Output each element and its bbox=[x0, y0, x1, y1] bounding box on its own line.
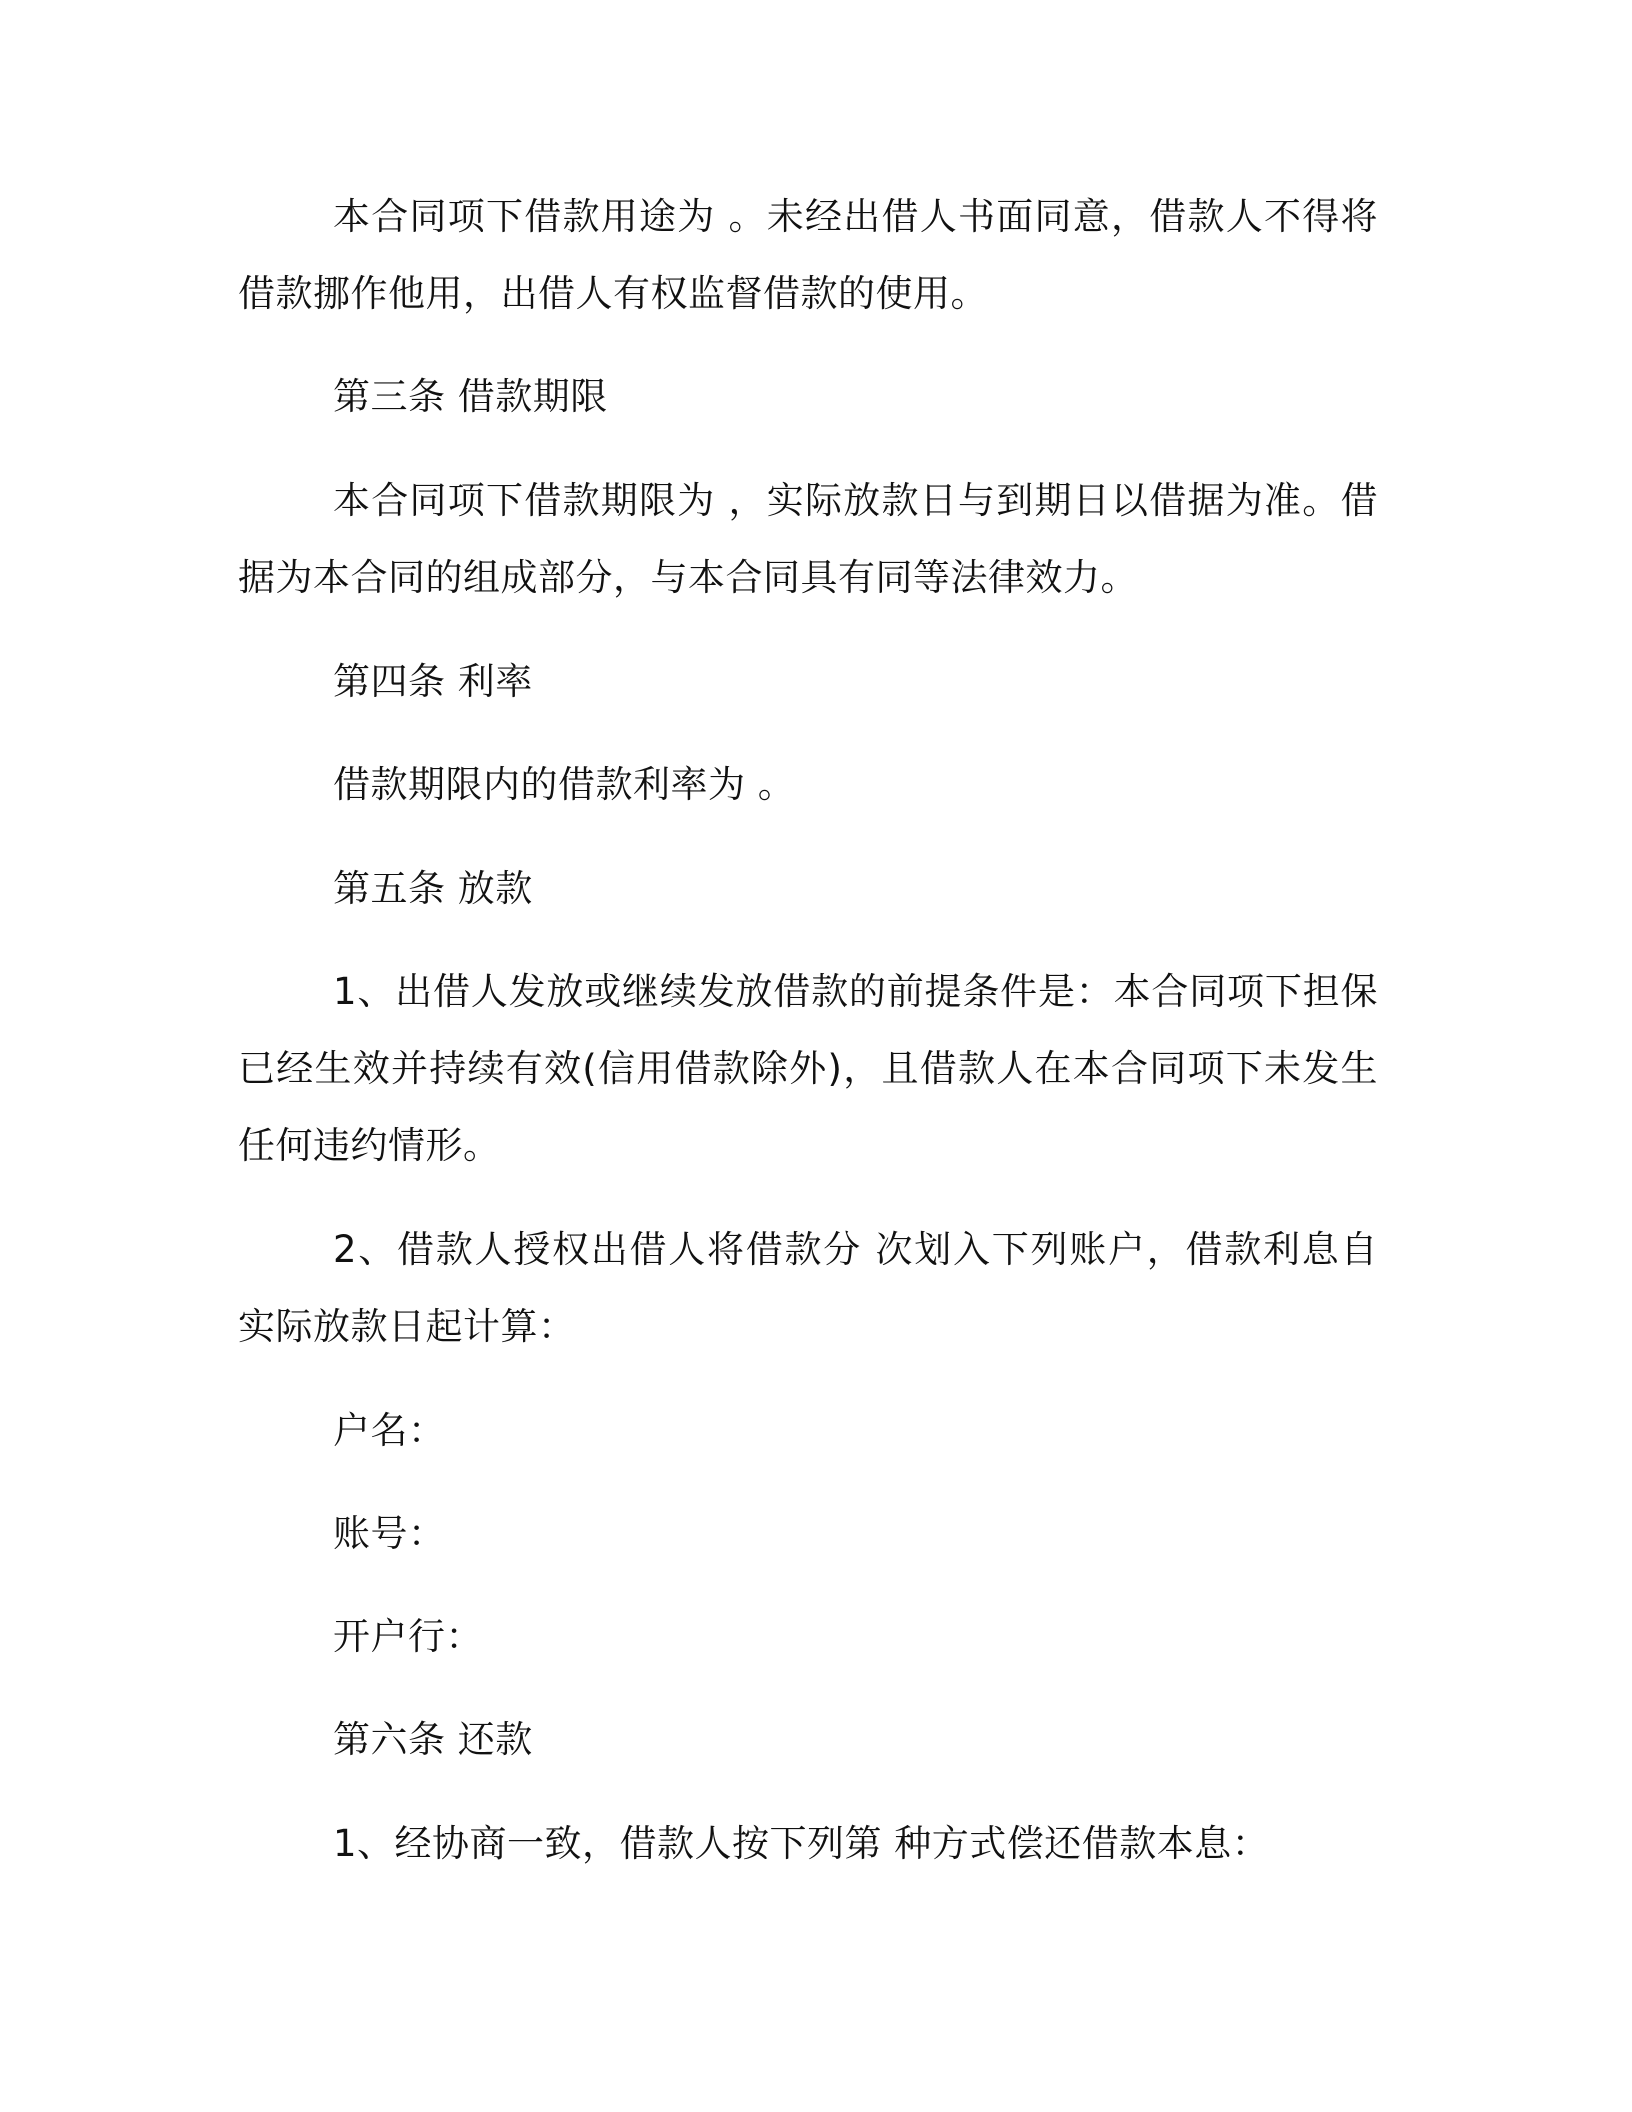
paragraph-interest-rate: 借款期限内的借款利率为 。 bbox=[333, 763, 796, 806]
heading-article-5: 第五条 放款 bbox=[333, 867, 533, 910]
account-name-label: 户名： bbox=[333, 1409, 446, 1452]
heading-article-6: 第六条 还款 bbox=[333, 1718, 533, 1761]
paragraph-loan-term: 本合同项下借款期限为 ，实际放款日与到期日以借据为准。借据为本合同的组成部分，与本合同具有同等法律效力。 bbox=[238, 479, 1378, 599]
paragraph-repayment-method: 1、经协商一致，借款人按下列第 种方式偿还借款本息： bbox=[333, 1822, 1270, 1865]
paragraph-disbursement-condition: 1、出借人发放或继续发放借款的前提条件是：本合同项下担保已经生效并持续有效(信用借款除外)，且借款人在本合同项下未发生任何违约情形。 bbox=[238, 970, 1378, 1167]
bank-branch-label: 开户行： bbox=[333, 1615, 483, 1658]
heading-article-3: 第三条 借款期限 bbox=[333, 375, 608, 418]
paragraph-loan-purpose: 本合同项下借款用途为 。未经出借人书面同意，借款人不得将借款挪作他用，出借人有权监督借款的使用。 bbox=[238, 195, 1378, 315]
heading-article-4: 第四条 利率 bbox=[333, 660, 533, 703]
account-number-label: 账号： bbox=[333, 1512, 446, 1555]
paragraph-disbursement-account: 2、借款人授权出借人将借款分 次划入下列账户，借款利息自实际放款日起计算： bbox=[238, 1228, 1378, 1348]
